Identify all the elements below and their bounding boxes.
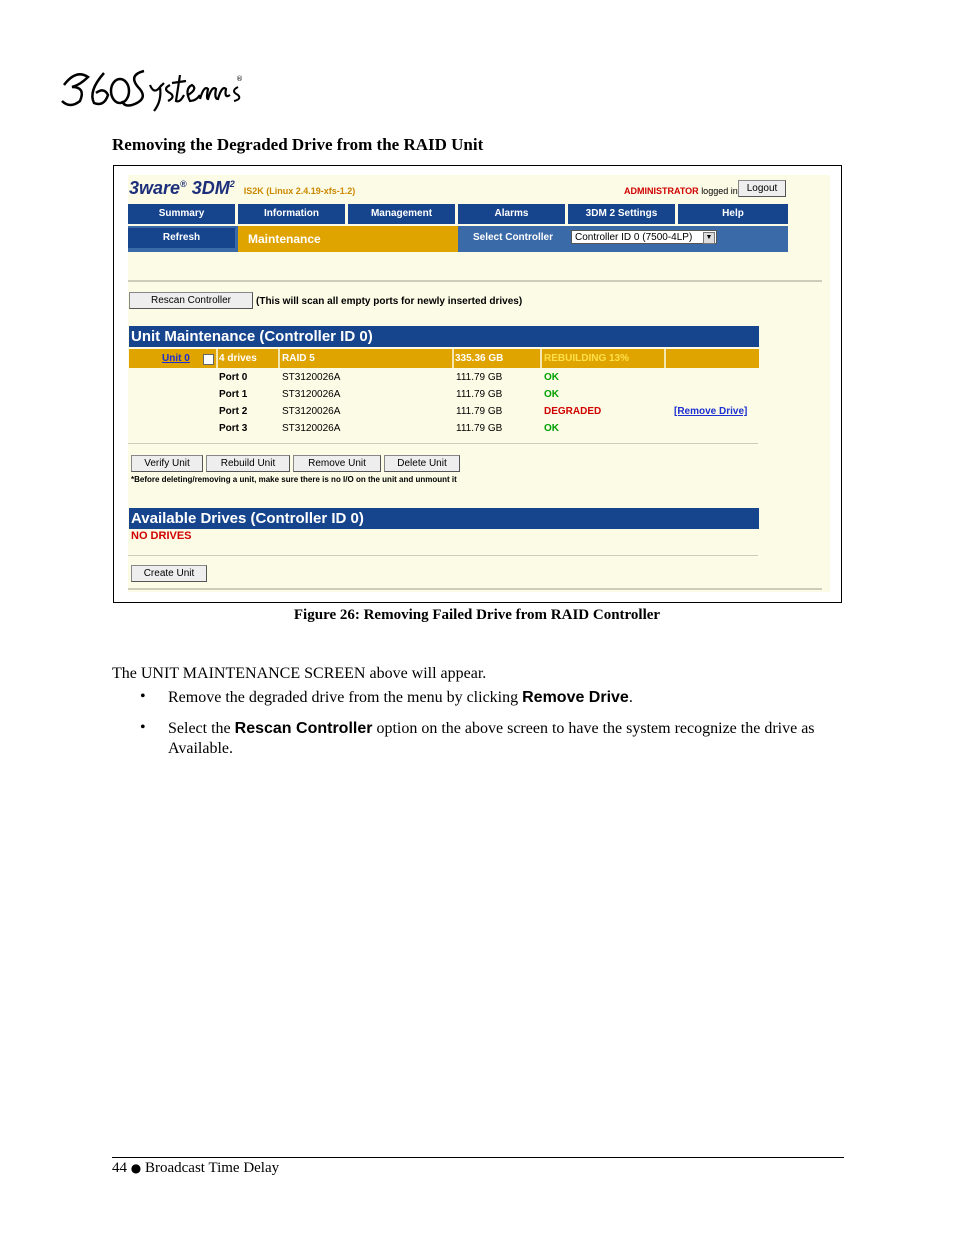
unit-drives: 4 drives <box>219 353 257 364</box>
bullet-text-bold: Remove Drive <box>522 689 629 706</box>
user-role: ADMINISTRATOR <box>624 186 699 196</box>
figure-caption: Figure 26: Removing Failed Drive from RAID Controller <box>293 607 661 623</box>
port-model: ST3120026A <box>282 406 341 417</box>
port-status: OK <box>544 389 559 400</box>
unit-size: 335.36 GB <box>455 353 504 364</box>
intro-text: The UNIT MAINTENANCE SCREEN above will appear. <box>112 665 487 682</box>
delete-unit-button[interactable]: Delete Unit <box>384 455 460 472</box>
unit-warning: *Before deleting/removing a unit, make sure there is no I/O on the unit and unmount it <box>131 475 457 484</box>
port-status-degraded: DEGRADED <box>544 406 602 417</box>
product-name: 3DM <box>191 178 230 198</box>
select-controller-label: Select Controller <box>472 232 554 243</box>
remove-drive-link[interactable]: [Remove Drive] <box>674 406 748 417</box>
port-row <box>129 386 759 403</box>
rescan-controller-button[interactable]: Rescan Controller <box>129 292 253 309</box>
cell-divider <box>664 349 666 368</box>
logged-in-text: logged in <box>701 186 738 196</box>
nav-3dm-settings[interactable]: 3DM 2 Settings <box>568 204 675 224</box>
cell-divider <box>540 349 542 368</box>
nav-refresh[interactable]: Refresh <box>128 228 235 248</box>
port-status: OK <box>544 423 559 434</box>
rebuild-unit-button[interactable]: Rebuild Unit <box>206 455 290 472</box>
section-heading: Removing the Degraded Drive from the RAID Unit <box>112 135 484 154</box>
app-version: IS2K (Linux 2.4.19-xfs-1.2) <box>243 186 356 196</box>
brand-name: 3ware <box>129 178 181 198</box>
page-number: 44 <box>112 1160 127 1176</box>
login-status <box>624 186 738 196</box>
bullet-text-bold: Rescan Controller <box>234 720 373 737</box>
unit-maintenance-title: Unit Maintenance (Controller ID 0) <box>129 326 759 347</box>
bullet-text-part: option on the above screen to have the system recognize the drive as Available. <box>168 720 815 757</box>
divider <box>128 555 758 556</box>
unit-raid-level: RAID 5 <box>282 353 315 364</box>
nav-help[interactable]: Help <box>678 204 788 224</box>
product-suffix: 2 <box>229 179 235 189</box>
chevron-down-icon[interactable]: ▼ <box>703 232 715 244</box>
port-size: 111.79 GB <box>456 372 503 383</box>
rescan-note: (This will scan all empty ports for newly inserted drives) <box>256 296 523 307</box>
port-label: Port 0 <box>219 372 248 383</box>
bullet-text-part: . <box>628 689 633 706</box>
create-unit-button[interactable]: Create Unit <box>131 565 207 582</box>
remove-unit-button[interactable]: Remove Unit <box>293 455 381 472</box>
raid-management-app <box>128 175 830 592</box>
unit-checkbox[interactable] <box>203 354 214 365</box>
footer-title: Broadcast Time Delay <box>144 1160 280 1176</box>
bullet-icon: • <box>140 719 146 736</box>
controller-select[interactable] <box>571 230 717 244</box>
company-logo <box>58 55 248 115</box>
logout-button[interactable]: Logout <box>738 180 786 197</box>
footer-separator-icon: ● <box>130 1161 142 1175</box>
bullet-text-part: Remove the degraded drive from the menu by clicking <box>168 689 523 706</box>
port-size: 111.79 GB <box>456 423 503 434</box>
nav-maintenance[interactable]: Maintenance <box>238 226 458 252</box>
divider-top <box>128 280 822 282</box>
port-label: Port 3 <box>219 423 248 434</box>
bullet-text-part: Select the <box>168 720 235 737</box>
reg-mark: ® <box>180 179 187 189</box>
port-model: ST3120026A <box>282 389 341 400</box>
nav-management[interactable]: Management <box>348 204 455 224</box>
port-size: 111.79 GB <box>456 389 503 400</box>
port-label: Port 2 <box>219 406 248 417</box>
port-model: ST3120026A <box>282 423 341 434</box>
cell-divider <box>452 349 454 368</box>
app-brand <box>129 178 355 199</box>
divider-bottom <box>128 588 822 590</box>
port-status: OK <box>544 372 559 383</box>
unit-status: REBUILDING 13% <box>544 353 630 364</box>
verify-unit-button[interactable]: Verify Unit <box>131 455 203 472</box>
port-row <box>129 403 759 420</box>
port-size: 111.79 GB <box>456 406 503 417</box>
bullet-text <box>168 688 828 708</box>
port-row <box>129 369 759 386</box>
bullet-icon: • <box>140 688 146 705</box>
port-label: Port 1 <box>219 389 248 400</box>
cell-divider <box>216 349 218 368</box>
svg-text:®: ® <box>236 75 243 83</box>
bullet-text <box>168 719 828 759</box>
unit-link[interactable]: Unit 0 <box>162 353 190 364</box>
unit-row <box>129 349 759 368</box>
controller-select-value: Controller ID 0 (7500-4LP) <box>575 232 693 243</box>
no-drives-status: NO DRIVES <box>131 530 192 542</box>
page-footer <box>112 1160 279 1177</box>
nav-alarms[interactable]: Alarms <box>458 204 565 224</box>
nav-summary[interactable]: Summary <box>128 204 235 224</box>
port-row <box>129 420 759 437</box>
port-model: ST3120026A <box>282 372 341 383</box>
nav-information[interactable]: Information <box>238 204 345 224</box>
divider <box>128 443 758 444</box>
figure-screenshot <box>113 165 842 603</box>
footer-rule <box>112 1157 844 1158</box>
available-drives-title: Available Drives (Controller ID 0) <box>129 508 759 529</box>
cell-divider <box>278 349 280 368</box>
